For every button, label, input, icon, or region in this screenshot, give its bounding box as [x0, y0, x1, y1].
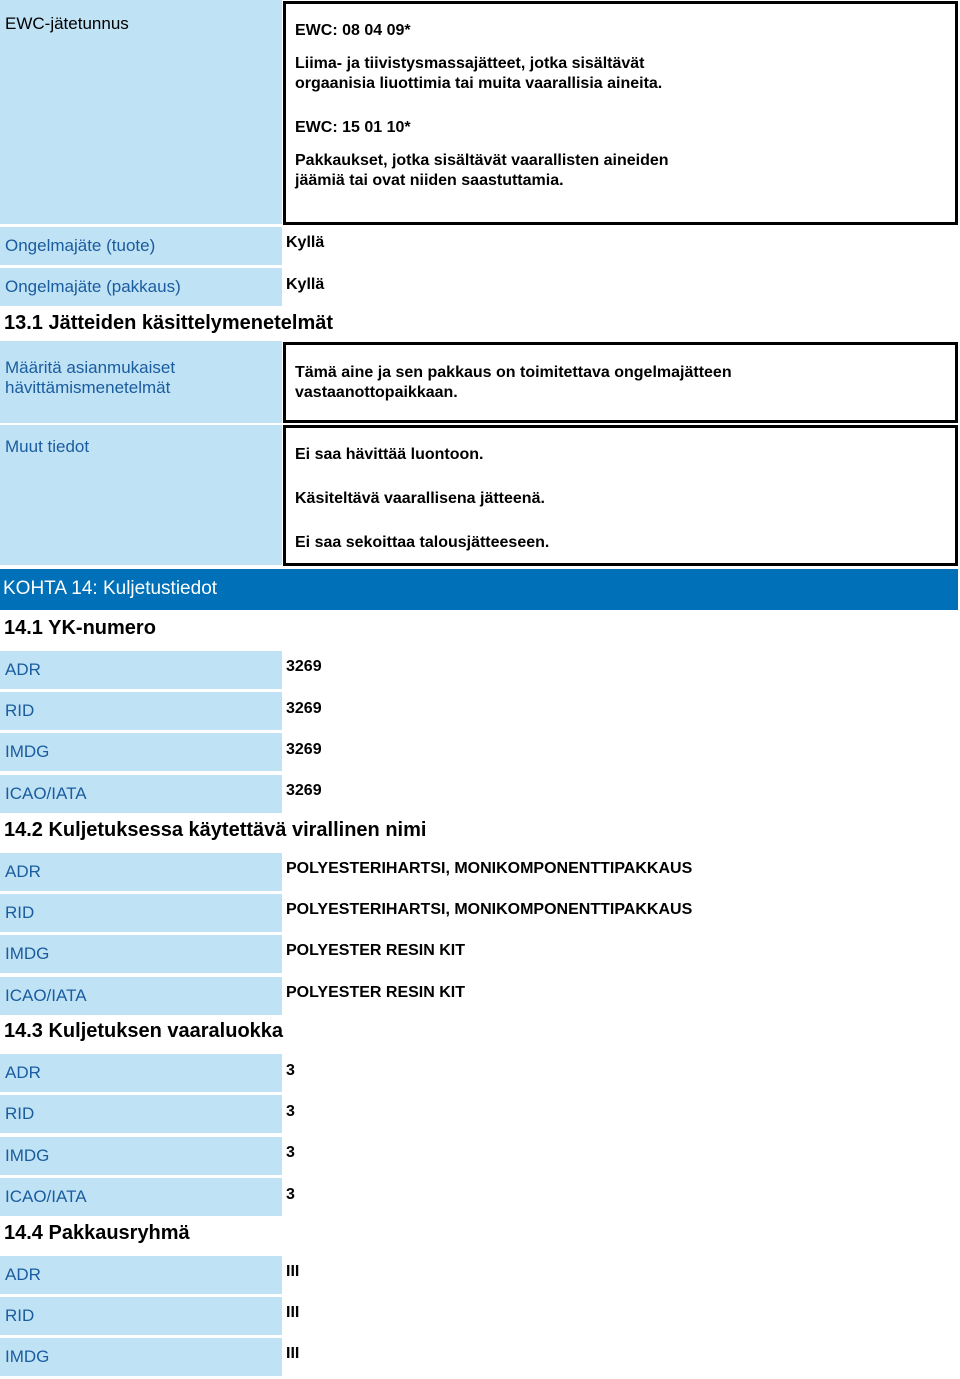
ewc-code-2: EWC: 15 01 10*	[295, 119, 411, 136]
hazardous-product-label: Ongelmajäte (tuote)	[0, 227, 282, 265]
section-13-1-title: 13.1 Jätteiden käsittelymenetelmät	[4, 312, 334, 334]
disposal-label-cell	[0, 341, 282, 423]
ewc-label: EWC-jätetunnus	[5, 14, 129, 33]
name-rid-label: RID	[0, 894, 282, 932]
ewc-code-1: EWC: 08 04 09*	[295, 22, 411, 39]
other-info-box	[283, 425, 958, 566]
class-icao-label: ICAO/IATA	[0, 1178, 282, 1216]
ewc-desc-1-line-1: Liima- ja tiivistysmassajätteet, jotka sisältävät	[295, 55, 645, 72]
disposal-label-line-2: hävittämismenetelmät	[5, 378, 171, 397]
pg-adr-value: III	[286, 1263, 300, 1280]
ewc-label-cell	[0, 0, 282, 224]
un-rid-value: 3269	[286, 700, 322, 717]
disposal-text-line-2: vastaanottopaikkaan.	[295, 384, 458, 401]
class-imdg-value: 3	[286, 1144, 295, 1161]
pg-imdg-label: IMDG	[0, 1338, 282, 1376]
un-icao-value: 3269	[286, 782, 322, 799]
other-info-label: Muut tiedot	[5, 437, 90, 456]
section-14-1-title: 14.1 YK-numero	[4, 617, 156, 639]
class-adr-value: 3	[286, 1062, 295, 1079]
section-14-3-title: 14.3 Kuljetuksen vaaraluokka	[4, 1020, 284, 1042]
disposal-text-line-1: Tämä aine ja sen pakkaus on toimitettava ongelmajätteen	[295, 364, 732, 381]
other-info-line-3: Ei saa sekoittaa talousjätteeseen.	[295, 534, 550, 551]
ewc-desc-2-line-1: Pakkaukset, jotka sisältävät vaarallisten aineiden	[295, 152, 669, 169]
un-rid-label: RID	[0, 692, 282, 730]
name-icao-value: POLYESTER RESIN KIT	[286, 984, 465, 1001]
pg-rid-label: RID	[0, 1297, 282, 1335]
class-adr-label: ADR	[0, 1054, 282, 1092]
class-icao-value: 3	[286, 1186, 295, 1203]
section-14-4-title: 14.4 Pakkausryhmä	[4, 1222, 190, 1244]
ewc-desc-2-line-2: jäämiä tai ovat niiden saastuttamia.	[295, 172, 564, 189]
name-adr-label: ADR	[0, 853, 282, 891]
un-imdg-value: 3269	[286, 741, 322, 758]
hazardous-package-label: Ongelmajäte (pakkaus)	[0, 268, 282, 306]
un-imdg-label: IMDG	[0, 733, 282, 771]
other-info-line-1: Ei saa hävittää luontoon.	[295, 446, 484, 463]
section-14-2-title: 14.2 Kuljetuksessa käytettävä virallinen nimi	[4, 819, 427, 841]
disposal-label-line-1: Määritä asianmukaiset	[5, 358, 176, 377]
pg-imdg-value: III	[286, 1345, 300, 1362]
name-imdg-label: IMDG	[0, 935, 282, 973]
other-info-label-cell	[0, 425, 282, 565]
disposal-value-box	[283, 342, 958, 423]
class-rid-label: RID	[0, 1095, 282, 1133]
other-info-line-2: Käsiteltävä vaarallisena jätteenä.	[295, 490, 545, 507]
un-icao-label: ICAO/IATA	[0, 775, 282, 813]
ewc-desc-1-line-2: orgaanisia liuottimia tai muita vaarallisia aineita.	[295, 75, 663, 92]
pg-rid-value: III	[286, 1304, 300, 1321]
class-imdg-label: IMDG	[0, 1137, 282, 1175]
un-adr-label: ADR	[0, 651, 282, 689]
name-imdg-value: POLYESTER RESIN KIT	[286, 942, 465, 959]
un-adr-value: 3269	[286, 658, 322, 675]
hazardous-product-value: Kyllä	[286, 234, 325, 251]
ewc-value-box	[283, 1, 958, 225]
name-rid-value: POLYESTERIHARTSI, MONIKOMPONENTTIPAKKAUS	[286, 901, 693, 918]
section-14-banner: KOHTA 14: Kuljetustiedot	[0, 569, 958, 610]
pg-adr-label: ADR	[0, 1256, 282, 1294]
hazardous-package-value: Kyllä	[286, 276, 325, 293]
name-icao-label: ICAO/IATA	[0, 977, 282, 1015]
name-adr-value: POLYESTERIHARTSI, MONIKOMPONENTTIPAKKAUS	[286, 860, 693, 877]
class-rid-value: 3	[286, 1103, 295, 1120]
